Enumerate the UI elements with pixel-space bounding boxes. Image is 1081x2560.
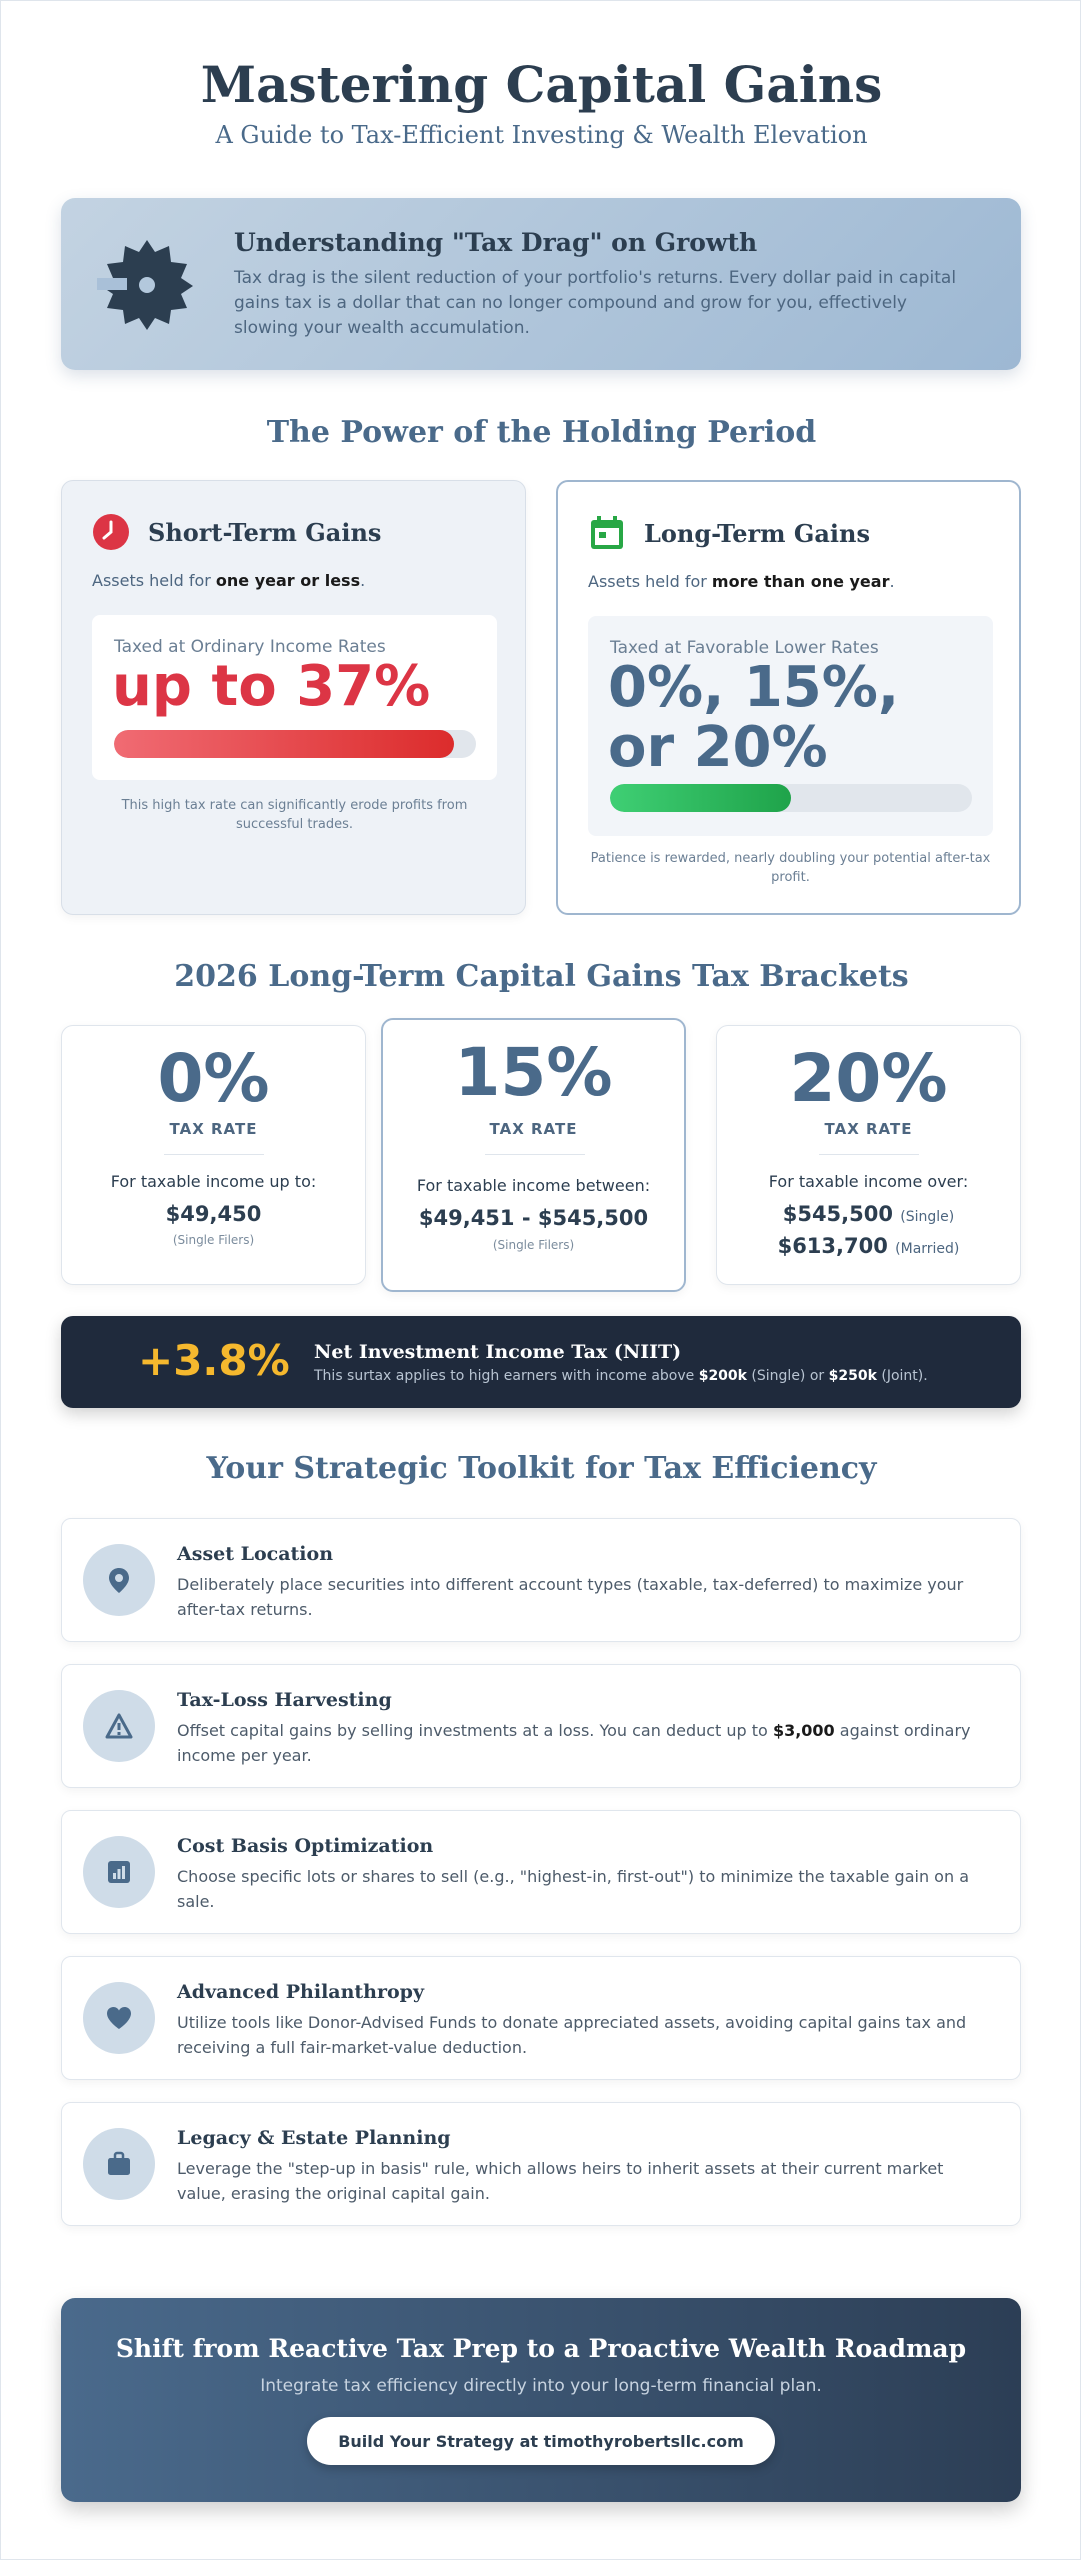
bracket-rate-label: TAX RATE [169, 1120, 258, 1138]
toolkit-item-tax-loss-harvesting [61, 1664, 1021, 1788]
location-pin-icon [83, 1544, 155, 1616]
long-term-note: Patience is rewarded, nearly doubling your potential after-tax profit. [590, 851, 991, 885]
toolkit-item-body: Deliberately place securities into different account types (taxable, tax-deferred) to maximize your after-tax returns. [177, 1575, 964, 1619]
bracket-rate-label: TAX RATE [824, 1120, 913, 1138]
long-term-rate-bar-fill [610, 784, 791, 812]
toolkit-item-body: Leverage the "step-up in basis" rule, which allows heirs to inherit assets at their current market value, erasing the original capital gain. [177, 2159, 944, 2203]
bracket-amount: $49,451 - $545,500 [418, 1206, 649, 1230]
bracket-amount-married: $613,700 (Married) [777, 1234, 960, 1258]
short-term-rate: up to 37% [112, 654, 431, 719]
bracket-amount-single: $545,500 (Single) [782, 1202, 955, 1226]
toolkit-item-body: Utilize tools like Donor-Advised Funds to donate appreciated assets, avoiding capital gains tax and receiving a full fair-market-value deduction. [177, 2013, 967, 2057]
toolkit-item-title: Cost Basis Optimization [177, 1835, 434, 1857]
clock-icon [92, 513, 130, 551]
holding-period-title: The Power of the Holding Period [266, 415, 817, 450]
bracket-divider [485, 1154, 585, 1155]
bracket-filer-note: (Single Filers) [172, 1233, 255, 1247]
toolkit-item-asset-location [61, 1518, 1021, 1642]
toolkit-item-estate-planning [61, 2102, 1021, 2226]
chart-icon [83, 1836, 155, 1908]
bracket-rate: 0% [157, 1040, 270, 1117]
long-term-card [556, 480, 1021, 915]
tax-drag-body: Tax drag is the silent reduction of your portfolio's returns. Every dollar paid in capital gains tax is a dollar that can no longer compound and grow for you, effectively slowing your wealth accumulation. [234, 268, 957, 338]
niit-banner [61, 1316, 1021, 1408]
bracket-rate: 20% [789, 1040, 948, 1117]
short-term-rate-bar-fill [114, 730, 454, 758]
page-title: Mastering Capital Gains [200, 55, 883, 114]
niit-body: This surtax applies to high earners with income above $200k (Single) or $250k (Joint). [314, 1368, 928, 1384]
bracket-desc: For taxable income between: [416, 1176, 651, 1195]
short-term-rate-box [92, 615, 497, 780]
toolkit-item-title: Asset Location [177, 1543, 334, 1565]
tax-drag-banner [61, 198, 1021, 370]
bracket-filer-note: (Single Filers) [492, 1238, 575, 1252]
bracket-card-1 [381, 1018, 686, 1292]
toolkit-item-title: Advanced Philanthropy [177, 1981, 425, 2003]
long-term-rate [608, 655, 900, 780]
cta-title: Shift from Reactive Tax Prep to a Proactive Wealth Roadmap [115, 2334, 967, 2363]
short-term-rate-label: Taxed at Ordinary Income Rates [114, 637, 386, 657]
toolkit-title: Your Strategic Toolkit for Tax Efficiency [206, 1451, 877, 1486]
gear-icon [97, 234, 197, 334]
cta-subtitle: Integrate tax efficiency directly into your long-term financial plan. [260, 2376, 822, 2396]
bracket-desc: For taxable income up to: [110, 1172, 317, 1191]
long-term-rate-label: Taxed at Favorable Lower Rates [610, 638, 879, 658]
bracket-card-2 [716, 1025, 1021, 1285]
niit-rate: +3.8% [138, 1336, 290, 1385]
bracket-rate: 15% [454, 1034, 613, 1111]
long-term-desc: Assets held for more than one year. [588, 572, 895, 591]
toolkit-item-title: Tax-Loss Harvesting [177, 1689, 392, 1711]
bracket-divider [164, 1154, 264, 1155]
calendar-icon [588, 514, 626, 552]
long-term-rate-box [588, 616, 993, 836]
toolkit-item-body: Offset capital gains by selling investments at a loss. You can deduct up to $3,000 against ordinary income per year. [177, 1721, 971, 1765]
long-term-rate-bar [610, 784, 972, 812]
toolkit-item-title: Legacy & Estate Planning [177, 2127, 451, 2149]
bracket-divider [819, 1154, 919, 1155]
short-term-note: This high tax rate can significantly erode profits from successful trades. [121, 798, 468, 832]
short-term-rate-bar [114, 730, 476, 758]
bracket-desc: For taxable income over: [768, 1172, 969, 1191]
long-term-rate-line2: or 20% [608, 715, 828, 780]
bracket-rate-label: TAX RATE [489, 1120, 578, 1138]
bracket-amount: $49,450 [165, 1202, 262, 1226]
long-term-title: Long-Term Gains [644, 519, 870, 548]
short-term-title: Short-Term Gains [148, 518, 382, 547]
niit-title: Net Investment Income Tax (NIIT) [314, 1341, 682, 1363]
short-term-card [61, 480, 526, 915]
brackets-title: 2026 Long-Term Capital Gains Tax Brackets [174, 959, 909, 994]
page-subtitle: A Guide to Tax-Efficient Investing & Wealth Elevation [215, 121, 868, 149]
tax-drag-title: Understanding "Tax Drag" on Growth [234, 228, 758, 257]
warning-icon [83, 1690, 155, 1762]
short-term-desc: Assets held for one year or less. [92, 571, 366, 590]
briefcase-icon [83, 2128, 155, 2200]
build-strategy-button[interactable]: Build Your Strategy at timothyrobertsllc.com [307, 2417, 775, 2465]
bracket-card-0 [61, 1025, 366, 1285]
toolkit-item-philanthropy [61, 1956, 1021, 2080]
toolkit-item-body: Choose specific lots or shares to sell (e.g., "highest-in, first-out") to minimize the taxable gain on a sale. [177, 1867, 969, 1911]
toolkit-item-cost-basis [61, 1810, 1021, 1934]
long-term-rate-line1: 0%, 15%, [608, 655, 900, 720]
cta-banner [61, 2298, 1021, 2502]
heart-icon [83, 1982, 155, 2054]
